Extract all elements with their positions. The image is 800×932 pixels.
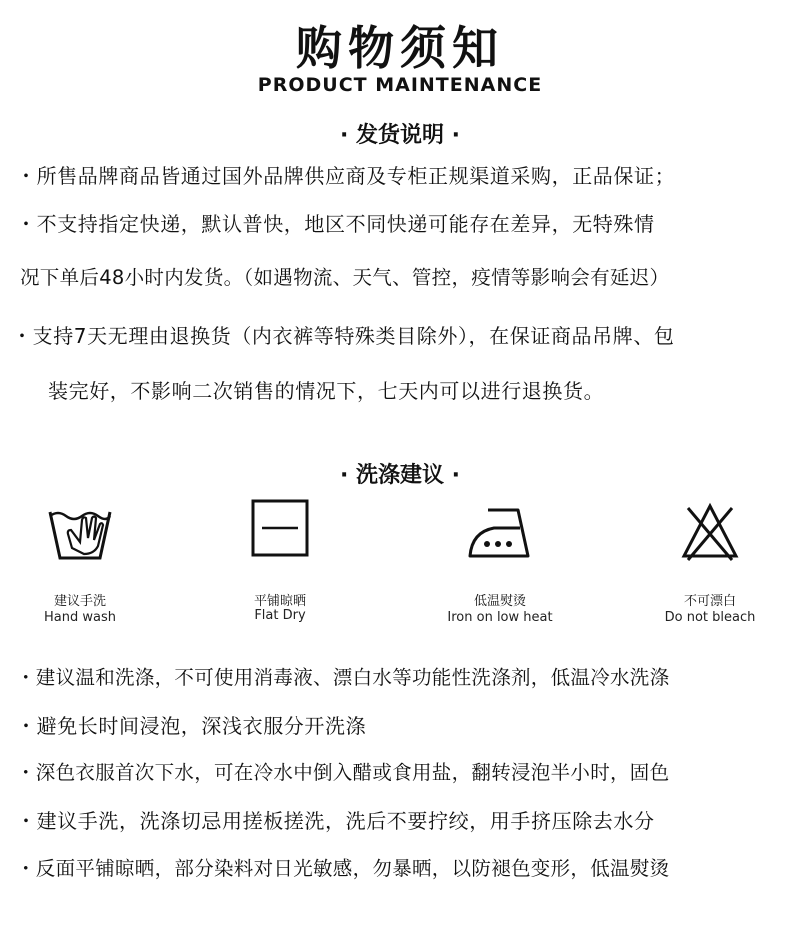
- page-subtitle: PRODUCT MAINTENANCE: [257, 74, 543, 96]
- do-not-bleach-icon: [670, 498, 750, 572]
- flat-dry-icon: [240, 498, 320, 572]
- bleach-label-en: Do not bleach: [664, 610, 756, 625]
- washing-tip: ・反面平铺晾晒，部分染料对日光敏感，勿暴晒，以防褪色变形，低温熨烫: [16, 857, 670, 880]
- shipping-heading: · 发货说明 ·: [339, 123, 461, 148]
- flat-dry-label: 平铺晾晒: [253, 594, 306, 609]
- washing-heading: · 洗涤建议 ·: [339, 463, 461, 488]
- page-title: 购物须知: [296, 21, 504, 75]
- iron-label: 低温熨烫: [473, 594, 526, 609]
- shipping-line: ・不支持指定快递，默认普快，地区不同快递可能存在差异，无特殊情: [16, 212, 655, 236]
- hand-wash-icon: [40, 498, 120, 572]
- washing-tip: ・建议温和洗涤，不可使用消毒液、漂白水等功能性洗涤剂，低温冷水洗涤: [16, 666, 670, 689]
- shipping-line: ・所售品牌商品皆通过国外品牌供应商及专柜正规渠道采购，正品保证；: [16, 164, 676, 188]
- shipping-line: ・支持7天无理由退换货（内衣裤等特殊类目除外），在保证商品吊牌、包: [12, 324, 675, 348]
- shipping-line: 装完好，不影响二次销售的情况下，七天内可以进行退换货。: [48, 379, 605, 403]
- washing-tip: ・避免长时间浸泡，深浅衣服分开洗涤: [16, 714, 367, 738]
- bleach-label: 不可漂白: [683, 594, 736, 609]
- flat-dry-label-en: Flat Dry: [254, 608, 306, 623]
- hand-wash-label: 建议手洗: [53, 594, 106, 609]
- hand-wash-label-en: Hand wash: [44, 610, 116, 625]
- washing-tip: ・建议手洗，洗涤切忌用搓板搓洗，洗后不要拧绞，用手挤压除去水分: [16, 809, 655, 833]
- iron-label-en: Iron on low heat: [447, 610, 553, 625]
- shipping-line: 况下单后48小时内发货。（如遇物流、天气、管控，疫情等影响会有延迟）: [20, 266, 670, 289]
- washing-tip: ・深色衣服首次下水，可在冷水中倒入醋或食用盐，翻转浸泡半小时，固色: [16, 761, 670, 784]
- iron-low-heat-icon: [460, 498, 540, 572]
